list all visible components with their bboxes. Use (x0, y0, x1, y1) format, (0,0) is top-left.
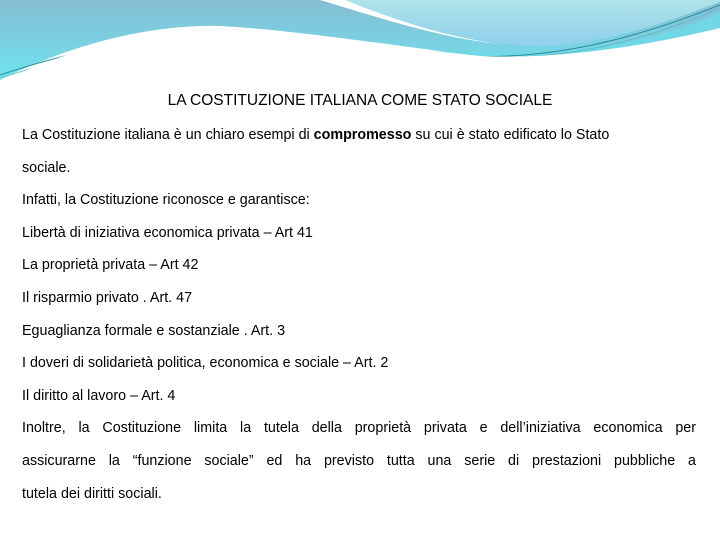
intro-bold-term: compromesso (313, 127, 412, 143)
lead-line: Infatti, la Costituzione riconosce e garantisce: (22, 192, 310, 209)
list-item: La proprietà privata – Art 42 (22, 257, 199, 274)
intro-continuation: sociale. (22, 159, 71, 176)
closing-line: Inoltre, la Costituzione limita la tutela della proprietà privata e dell’iniziativa economica per (22, 420, 696, 437)
list-item: Libertà di iniziativa economica privata – Art 41 (22, 224, 313, 241)
decorative-wave-header (0, 0, 720, 90)
list-item: Il risparmio privato . Art. 47 (22, 289, 193, 306)
list-item: Eguaglianza formale e sostanziale . Art. 3 (22, 322, 286, 339)
intro-line (22, 124, 696, 157)
slide-title: LA COSTITUZIONE ITALIANA COME STATO SOCIALE (167, 92, 553, 109)
intro-text-before: La Costituzione italiana è un chiaro esempi di (22, 127, 314, 143)
list-item: Il diritto al lavoro – Art. 4 (22, 387, 176, 404)
closing-line: tutela dei diritti sociali. (22, 485, 162, 502)
slide-body (22, 124, 696, 515)
closing-line: assicurarne la “funzione sociale” ed ha previsto tutta una serie di prestazioni pubbliche a (22, 452, 696, 469)
list-item: I doveri di solidarietà politica, economica e sociale – Art. 2 (22, 355, 389, 372)
intro-text-after: su cui è stato edificato lo Stato (411, 127, 610, 143)
